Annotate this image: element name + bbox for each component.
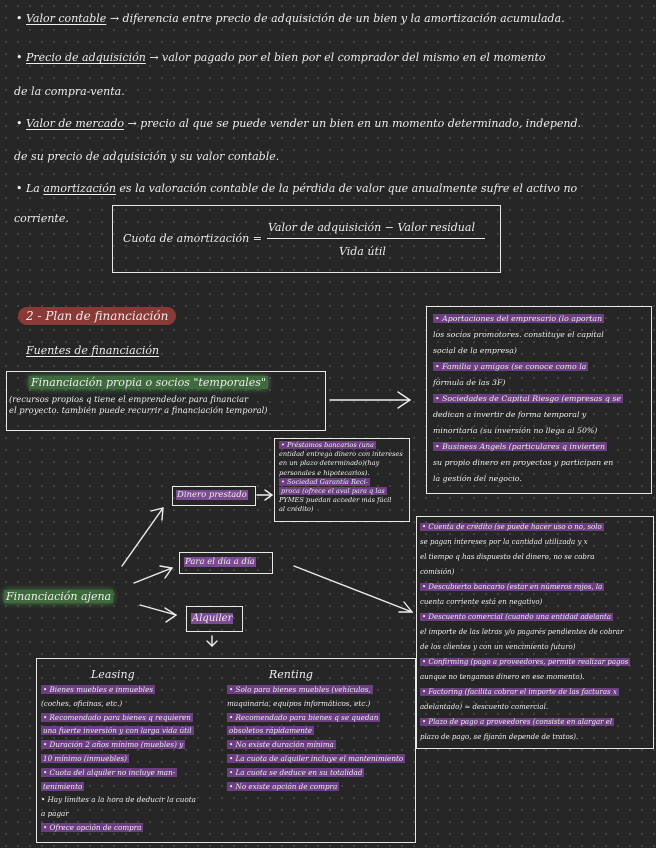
credito-line: de los clientes y con un vencimiento futuro) [420, 643, 576, 651]
propia-box [6, 371, 326, 431]
credito-box [416, 516, 654, 749]
credito-line: el importe de las letras y/o pagarés pendientes de cobrar [420, 628, 624, 636]
renting-line: • La cuota se deduce en su totalidad [229, 767, 363, 777]
definition-valor-mercado: • Valor de mercado → precio al que se puede vender un bien en un momento determinado, independ. [16, 117, 582, 130]
section-title: 2 - Plan de financiación [18, 309, 176, 324]
term-amortizacion: amortización [43, 182, 116, 195]
credito-line: adelantado) ≈ descuento comercial. [420, 703, 549, 711]
aportaciones-line: los socios promotores. constituye el capital [433, 330, 604, 339]
term-precio-adquisicion: Precio de adquisición [26, 51, 146, 64]
credito-line: se pagan intereses por la cantidad utilizada y x [420, 538, 588, 546]
credito-line: • Cuenta de crédito (se puede hacer uso o no, solo [422, 523, 602, 531]
leasing-line: (coches, oficinas, etc.) [41, 698, 123, 708]
definition-text: es la valoración contable de la pérdida de valor que anualmente sufre el activo no [119, 182, 578, 195]
prestamos-list [279, 441, 403, 515]
aportaciones-line: social de la empresa) [433, 346, 517, 355]
leasing-line: • Recomendado para bienes q requieren [43, 712, 191, 722]
formula-numerator: Valor de adquisición − Valor residual [268, 221, 475, 234]
prestamos-line: entidad entrega dinero con intereses [279, 450, 403, 459]
dinero-prestado-label: Dinero prestado [177, 490, 247, 500]
aportaciones-line: • Familia y amigos (se conoce como la [435, 362, 587, 371]
aportaciones-line: minoritaria (su inversión no llega al 50%) [433, 426, 598, 435]
leasing-line: • Bienes muebles e inmuebles [43, 685, 154, 694]
definition-continuation: de su precio de adquisición y su valor contable. [14, 150, 280, 163]
renting-line: obsoletos rápidamente [229, 726, 313, 736]
credito-list [420, 520, 630, 745]
propia-desc: (recursos propios q tiene el emprendedor para financiar [9, 394, 249, 404]
leasing-line: una fuerte inversión y con larga vida útil [43, 726, 192, 736]
renting-line: maquinaria, equipos informáticos, etc.) [227, 698, 371, 708]
renting-title: Renting [269, 668, 313, 681]
definition-text: → valor pagado por el bien por el comprador del mismo en el momento [149, 51, 546, 64]
leasing-line: • Hay límites a la hora de deducir la cuota [41, 795, 196, 805]
credito-line: • Descubierto bancario (estar en números rojos, la [422, 583, 603, 591]
propia-desc: el proyecto. también puede recurrir a financiación temporal) [9, 405, 268, 415]
prestamos-line: al crédito) [279, 505, 314, 514]
definition-precio-adquisicion: • Precio de adquisición → valor pagado por el bien por el comprador del mismo en el momento [16, 51, 546, 64]
aportaciones-line: dedican a invertir de forma temporal y [433, 410, 587, 419]
prestamos-line: • Sociedad Garantía Recí- [281, 477, 368, 486]
alquiler-box [186, 606, 243, 632]
dia-a-dia-label: Para el día a día [185, 557, 255, 567]
aportaciones-box [426, 306, 652, 494]
alquiler-label: Alquiler [192, 613, 233, 624]
definition-text: → precio al que se puede vender un bien en un momento determinado, independ. [127, 117, 582, 130]
formula-label: Cuota de amortización = [123, 232, 262, 245]
credito-line: aunque no tengamos dinero en ese momento). [420, 673, 585, 681]
leasing-line: tenimiento [43, 781, 83, 791]
leasing-line: • Duración 2 años mínimo (muebles) y [43, 740, 184, 750]
renting-line: • Solo para bienes muebles (vehículos, [229, 685, 371, 694]
renting-line: • No existe duración mínima [229, 740, 334, 750]
ajena-label: Financiación ajena [6, 590, 112, 603]
leasing-list [41, 683, 196, 835]
aportaciones-line: su propio dinero en proyectos y participan en [433, 458, 614, 467]
prestamos-line: personales e hipotecarios). [279, 468, 370, 477]
renting-list [227, 683, 405, 793]
renting-line: • Recomendado para bienes q se quedan [229, 712, 379, 722]
leasing-line: a pagar [41, 809, 69, 819]
prestamos-line: PYMES puedan acceder más fácil [279, 496, 392, 505]
definition-continuation: corriente. [14, 212, 69, 225]
credito-line: plazo de pago, se fijarán depende de tratos). [420, 733, 579, 741]
credito-line: comisión) [420, 568, 455, 576]
prestamos-line: proca (ofrece el aval para q las [281, 487, 385, 496]
aportaciones-line: • Aportaciones del empresario (lo aportan [435, 314, 603, 323]
formula-box [112, 205, 501, 273]
aportaciones-line: • Sociedades de Capital Riesgo (empresas q se [435, 394, 621, 403]
aportaciones-line: • Business Angels (particulares q invierten [435, 442, 606, 451]
credito-line: • Factoring (facilita cobrar el importe de las facturas x [422, 688, 617, 696]
aportaciones-line: fórmula de las 3F) [433, 378, 506, 387]
definition-text: → diferencia entre precio de adquisición de un bien y la amortización acumulada. [109, 12, 565, 25]
definition-valor-contable: • Valor contable → diferencia entre precio de adquisición de un bien y la amortización acumulada. [16, 12, 565, 25]
credito-line: • Plazo de pago a proveedores (consiste en alargar el [422, 718, 613, 726]
definition-amortizacion: • La amortización es la valoración contable de la pérdida de valor que anualmente sufre el activo no [16, 182, 578, 195]
prestamos-line: • Préstamos bancarios (una [281, 441, 374, 449]
credito-line: • Descuento comercial (cuando una entidad adelanta [422, 613, 612, 621]
aportaciones-line: la gestión del negocio. [433, 474, 522, 483]
section-subtitle: Fuentes de financiación [26, 344, 160, 357]
leasing-line: • Ofrece opción de compra [43, 822, 142, 832]
prestamos-box [274, 438, 410, 522]
dia-a-dia-box [179, 552, 273, 574]
renting-line: • La cuota de alquiler incluye el mantenimiento [229, 753, 404, 763]
leasing-line: • Cuota del alquiler no incluye man- [43, 767, 176, 777]
definition-continuation: de la compra-venta. [14, 85, 125, 98]
formula-denominator: Vida útil [339, 245, 386, 258]
renting-line: • No existe opción de compra [229, 781, 338, 791]
dinero-prestado-box [172, 486, 256, 506]
leasing-title: Leasing [91, 668, 135, 681]
aportaciones-list [433, 311, 623, 487]
leasing-line: 10 mínimo (inmuebles) [43, 753, 127, 763]
prestamos-line: en un plazo determinado)(hay [279, 459, 380, 468]
term-valor-mercado: Valor de mercado [26, 117, 125, 130]
credito-line: cuenta corriente está en negativo) [420, 598, 543, 606]
leasing-renting-box [36, 658, 416, 843]
term-valor-contable: Valor contable [26, 12, 107, 25]
credito-line: • Confirming (pago a proveedores, permite realizar pagos [422, 658, 629, 666]
propia-title: Financiación propia o socios "temporales" [31, 376, 266, 389]
fraction-bar [267, 238, 485, 239]
credito-line: el tiempo q has dispuesto del dinero, no se cobra [420, 553, 595, 561]
